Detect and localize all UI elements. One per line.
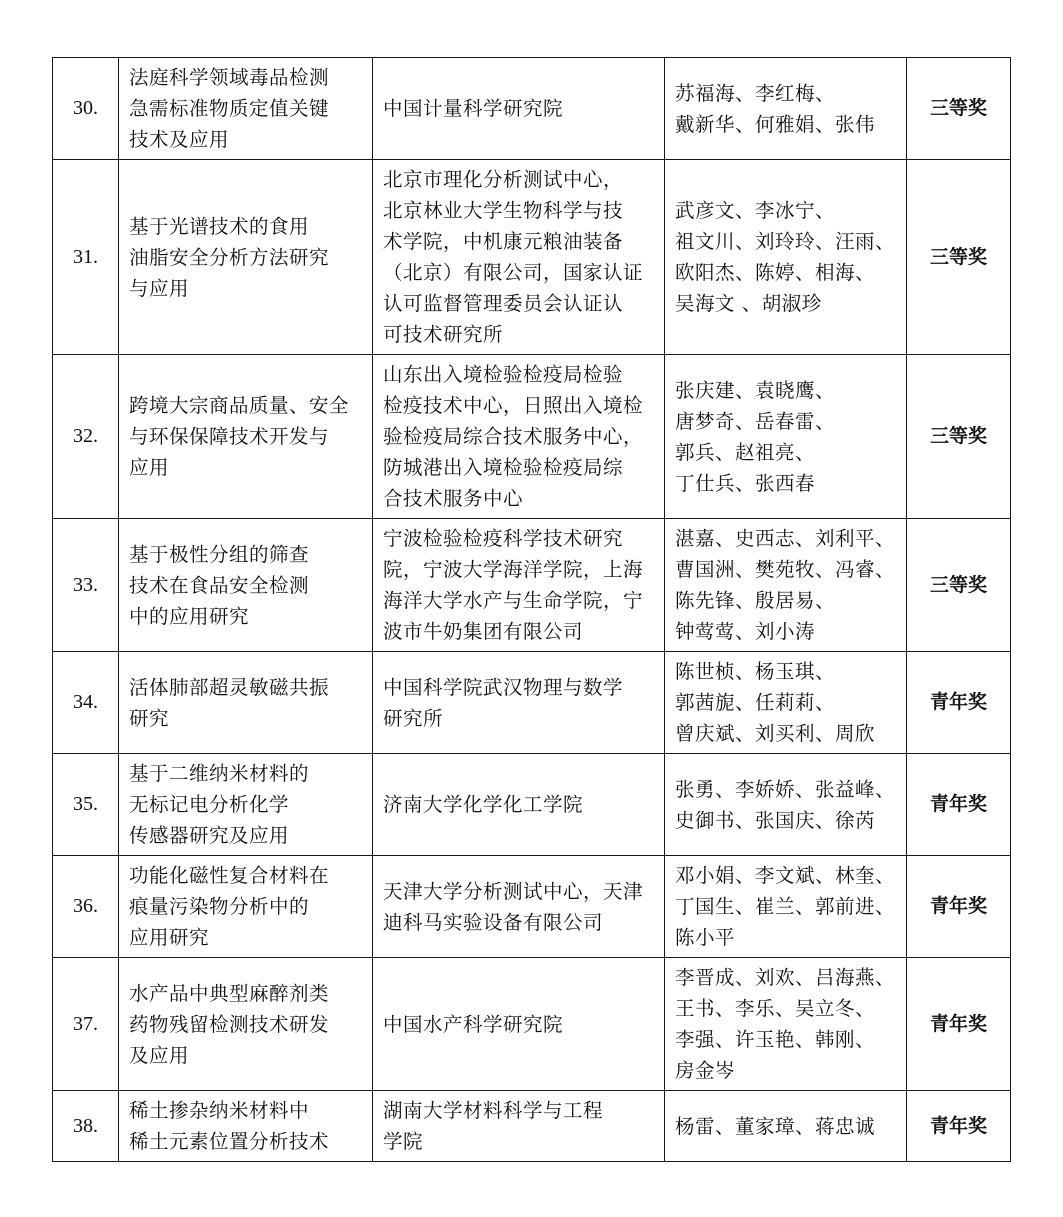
project-title-line: 基于极性分组的筛查 xyxy=(129,542,310,566)
contributors xyxy=(665,856,907,958)
project-title-line: 应用研究 xyxy=(129,926,210,949)
table-row xyxy=(53,856,1011,958)
table-row xyxy=(53,519,1011,652)
organization xyxy=(373,856,665,958)
contributors xyxy=(665,519,907,652)
organization-line: 术学院，中机康元粮油装备 xyxy=(383,230,624,253)
organization xyxy=(373,519,665,652)
organization-line: 合技术服务中心 xyxy=(383,487,524,510)
contributors-line: 唐梦奇、岳春雷、 xyxy=(675,409,836,433)
project-title-line: 技术及应用 xyxy=(129,128,230,151)
table-row xyxy=(53,160,1011,355)
organization-line: 研究所 xyxy=(383,706,444,730)
contributors-line: 陈先锋、殷居易、 xyxy=(675,589,836,612)
contributors xyxy=(665,652,907,754)
contributors-line: 湛嘉、史西志、刘利平、 xyxy=(675,527,896,550)
award-level: 三等奖 xyxy=(907,519,1011,652)
project-title xyxy=(119,519,373,652)
project-title-line: 药物残留检测技术研发 xyxy=(129,1012,330,1036)
organization-line: 北京林业大学生物科学与技 xyxy=(383,199,624,222)
award-level: 三等奖 xyxy=(907,355,1011,519)
project-title-line: 稀土掺杂纳米材料中 xyxy=(129,1099,310,1122)
award-level: 青年奖 xyxy=(907,754,1011,856)
contributors-line: 丁仕兵、张西春 xyxy=(675,471,816,495)
contributors-line: 戴新华、何雅娟、张伟 xyxy=(675,112,876,136)
table-row xyxy=(53,1091,1011,1162)
organization-line: 中国水产科学研究院 xyxy=(383,1012,564,1036)
contributors-line: 郭兵、赵祖亮、 xyxy=(675,440,816,464)
row-number: 31. xyxy=(53,160,119,355)
project-title-line: 与环保保障技术开发与 xyxy=(129,425,330,448)
organization-line: 天津大学分析测试中心，天津 xyxy=(383,879,644,903)
contributors xyxy=(665,355,907,519)
project-title-line: 基于二维纳米材料的 xyxy=(129,762,310,785)
contributors-line: 郭茜旎、任莉莉、 xyxy=(675,691,836,714)
row-number: 36. xyxy=(53,856,119,958)
contributors-line: 欧阳杰、陈婷、相海、 xyxy=(675,261,876,284)
project-title-line: 应用 xyxy=(129,456,170,479)
contributors xyxy=(665,58,907,160)
project-title-line: 功能化磁性复合材料在 xyxy=(129,864,330,887)
organization-line: 中国科学院武汉物理与数学 xyxy=(383,675,624,699)
row-number: 33. xyxy=(53,519,119,652)
contributors-line: 曾庆斌、刘买利、周欣 xyxy=(675,722,876,745)
row-number: 32. xyxy=(53,355,119,519)
project-title-line: 基于光谱技术的食用 xyxy=(129,214,310,238)
contributors-line: 杨雷、董家璋、蒋忠诚 xyxy=(675,1114,876,1138)
row-number: 34. xyxy=(53,652,119,754)
contributors-line: 武彦文、李冰宁、 xyxy=(675,199,836,222)
organization xyxy=(373,1091,665,1162)
row-number: 37. xyxy=(53,958,119,1091)
contributors-line: 史御书、张国庆、徐芮 xyxy=(675,808,876,832)
contributors-line: 李晋成、刘欢、吕海燕、 xyxy=(675,966,896,989)
table-row xyxy=(53,958,1011,1091)
table-row xyxy=(53,58,1011,160)
award-table xyxy=(52,57,1011,1162)
organization xyxy=(373,160,665,355)
table-row xyxy=(53,754,1011,856)
project-title-line: 无标记电分析化学 xyxy=(129,793,290,816)
organization-line: 北京市理化分析测试中心， xyxy=(383,168,624,191)
award-table-body xyxy=(53,58,1011,1162)
organization-line: 中国计量科学研究院 xyxy=(383,97,564,120)
organization-line: 检疫技术中心，日照出入境检 xyxy=(383,394,644,417)
project-title-line: 活体肺部超灵敏磁共振 xyxy=(129,675,330,699)
organization xyxy=(373,355,665,519)
contributors xyxy=(665,754,907,856)
project-title-line: 技术在食品安全检测 xyxy=(129,573,310,597)
project-title-line: 法庭科学领域毒品检测 xyxy=(129,66,330,89)
award-level: 青年奖 xyxy=(907,1091,1011,1162)
organization-line: 波市牛奶集团有限公司 xyxy=(383,620,584,643)
contributors-line: 李强、许玉艳、韩刚、 xyxy=(675,1028,876,1051)
contributors-line: 王书、李乐、吴立冬、 xyxy=(675,997,876,1020)
project-title-line: 稀土元素位置分析技术 xyxy=(129,1130,330,1153)
project-title-line: 水产品中典型麻醉剂类 xyxy=(129,981,330,1005)
table-row xyxy=(53,355,1011,519)
organization-line: 济南大学化学化工学院 xyxy=(383,793,584,816)
organization-line: 宁波检验检疫科学技术研究 xyxy=(383,527,624,550)
award-level: 三等奖 xyxy=(907,160,1011,355)
project-title-line: 与应用 xyxy=(129,276,190,300)
organization-line: 验检疫局综合技术服务中心， xyxy=(383,425,644,448)
table-row xyxy=(53,652,1011,754)
contributors-line: 房金岑 xyxy=(675,1059,736,1082)
row-number: 30. xyxy=(53,58,119,160)
organization-line: 防城港出入境检验检疫局综 xyxy=(383,456,624,479)
organization-line: 山东出入境检验检疫局检验 xyxy=(383,363,624,386)
contributors-line: 张庆建、袁晓鹰、 xyxy=(675,378,836,402)
project-title-line: 传感器研究及应用 xyxy=(129,824,290,847)
contributors-line: 苏福海、李红梅、 xyxy=(675,81,836,105)
project-title xyxy=(119,856,373,958)
contributors-line: 陈小平 xyxy=(675,926,736,949)
project-title-line: 痕量污染物分析中的 xyxy=(129,895,310,918)
contributors-line: 祖文川、刘玲玲、汪雨、 xyxy=(675,230,896,253)
organization-line: 学院 xyxy=(383,1130,424,1153)
project-title-line: 中的应用研究 xyxy=(129,604,250,628)
project-title xyxy=(119,355,373,519)
organization xyxy=(373,958,665,1091)
organization-line: 认可监督管理委员会认证认 xyxy=(383,292,624,315)
organization-line: 院，宁波大学海洋学院，上海 xyxy=(383,558,644,581)
organization-line: 可技术研究所 xyxy=(383,323,504,346)
contributors-line: 邓小娟、李文斌、林奎、 xyxy=(675,864,896,887)
organization xyxy=(373,652,665,754)
project-title xyxy=(119,1091,373,1162)
project-title xyxy=(119,160,373,355)
award-level: 青年奖 xyxy=(907,958,1011,1091)
project-title-line: 油脂安全分析方法研究 xyxy=(129,245,330,269)
project-title xyxy=(119,754,373,856)
project-title xyxy=(119,652,373,754)
project-title-line: 及应用 xyxy=(129,1043,190,1067)
organization xyxy=(373,754,665,856)
organization-line: （北京）有限公司，国家认证 xyxy=(383,261,644,284)
organization-line: 湖南大学材料科学与工程 xyxy=(383,1099,604,1122)
contributors-line: 丁国生、崔兰、郭前进、 xyxy=(675,895,896,918)
contributors xyxy=(665,1091,907,1162)
organization xyxy=(373,58,665,160)
project-title-line: 研究 xyxy=(129,706,170,730)
organization-line: 海洋大学水产与生命学院，宁 xyxy=(383,589,644,612)
project-title xyxy=(119,958,373,1091)
contributors-line: 吴海文 、胡淑珍 xyxy=(675,292,822,315)
project-title xyxy=(119,58,373,160)
award-level: 青年奖 xyxy=(907,652,1011,754)
contributors-line: 钟莺莺、刘小涛 xyxy=(675,620,816,643)
contributors-line: 曹国洲、樊苑牧、冯睿、 xyxy=(675,558,896,581)
row-number: 38. xyxy=(53,1091,119,1162)
contributors-line: 张勇、李娇娇、张益峰、 xyxy=(675,777,896,801)
award-level: 青年奖 xyxy=(907,856,1011,958)
organization-line: 迪科马实验设备有限公司 xyxy=(383,910,604,934)
row-number: 35. xyxy=(53,754,119,856)
contributors xyxy=(665,160,907,355)
award-level: 三等奖 xyxy=(907,58,1011,160)
contributors-line: 陈世桢、杨玉琪、 xyxy=(675,660,836,683)
project-title-line: 跨境大宗商品质量、安全 xyxy=(129,394,350,417)
contributors xyxy=(665,958,907,1091)
project-title-line: 急需标准物质定值关键 xyxy=(129,97,330,120)
